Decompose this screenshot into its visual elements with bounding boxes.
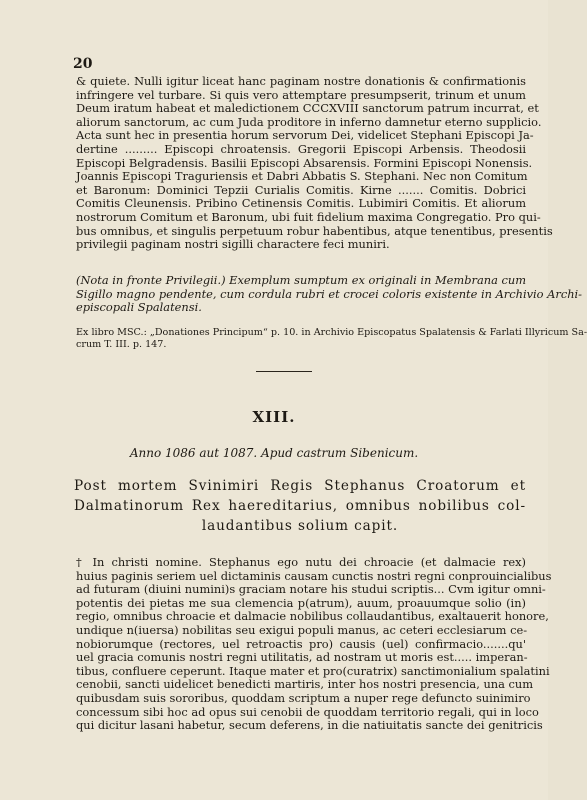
text-line: nostrorum Comitum et Baronum, ubi fuit fidelium maxima Congregatio. Pro qui- — [76, 209, 541, 224]
charter-line: concessum sibi hoc ad opus sui cenobii de quoddam territorio regali, qui in loco — [76, 704, 539, 719]
document-number: XIII. — [252, 408, 296, 426]
heading-line: laudantibus solium capit. — [201, 518, 399, 534]
text-line: Acta sunt hec in presentia horum servorum Dei, videlicet Stephani Episcopi Ja- — [76, 128, 534, 143]
charter-line: quibusdam suis sororibus, quoddam scriptum a nuper rege defuncto suinimiro — [76, 690, 531, 705]
charter-line: nobiorumque (rectores, uel retroactis pro) causis (uel) confirmacio.......qu' — [76, 636, 526, 651]
source-note — [76, 327, 587, 352]
charter-line: huius paginis seriem uel dictaminis causam cunctis nostri regni conprouincialibus — [76, 568, 552, 583]
charter-line: tibus, confluere ceperunt. Itaque mater et pro(curatrix) sanctimonialium spalatini — [76, 663, 550, 678]
text-line: infringere vel turbare. Si quis vero attemptare presumpserit, trinum et unum — [76, 87, 526, 102]
text-line: bus omnibus, et singulis perpetuum robur habentibus, atque tenentibus, presentis — [76, 223, 553, 238]
charter-line: undique n(iuersa) nobilitas seu exigui populi manus, ac ceteri ecclesiarum ce- — [76, 622, 528, 637]
heading-line: Post mortem Svinimiri Regis Stephanus Croatorum et — [74, 478, 526, 494]
note-paragraph — [76, 273, 583, 315]
source-line: Ex libro MSC.: „Donationes Principum“ p. 10. in Archivio Episcopatus Spalatensis & Farlati Illyricum Sa- — [76, 327, 587, 338]
text-line: Episcopi Belgradensis. Basilii Episcopi Absarensis. Formini Episcopi Nonensis. — [76, 155, 533, 170]
note-line: episcopali Spalatensi. — [76, 300, 202, 315]
text-line: & quiete. Nulli igitur liceat hanc paginam nostre donationis & confirmationis — [76, 74, 526, 88]
charter-line: cenobii, sancti uidelicet benedicti martiris, inter hos nostri presencia, una cum — [76, 677, 534, 692]
text-line: dertine ......... Episcopi chroatensis. Gregorii Episcopi Arbensis. Theodosii — [76, 141, 526, 156]
dateline: Anno 1086 aut 1087. Apud castrum Sibenicum. — [129, 446, 419, 460]
charter-line: regio, omnibus chroacie et dalmacie nobilibus collaudantibus, exaltauerit honore, — [76, 609, 549, 624]
document-heading — [74, 476, 526, 536]
text-line: et Baronum: Dominici Tepzii Curialis Comitis. Kirne ....... Comitis. Dobrici — [76, 182, 526, 197]
charter-line: potentis dei pietas me sua clemencia p(atrum), auum, proauumque solio (in) — [76, 595, 526, 610]
section-divider — [256, 371, 312, 372]
source-line: crum T. III. p. 147. — [76, 339, 167, 351]
text-line: Joannis Episcopi Traguriensis et Dabri Abbatis S. Stephani. Nec non Comitum — [76, 169, 528, 184]
heading-line: Dalmatinorum Rex haereditarius, omnibus nobilibus col- — [74, 498, 526, 514]
charter-line: uel gracia comunis nostri regni utilitatis, ad nostram ut moris est..... imperan- — [76, 650, 528, 665]
text-line: aliorum sanctorum, ac cum Juda proditore in inferno damnetur eterno supplicio. — [76, 114, 542, 129]
body-paragraph — [76, 74, 553, 252]
text-line: Comitis Cleunensis. Pribino Cetinensis Comitis. Lubimiri Comitis. Et aliorum — [76, 196, 526, 211]
page-number: 20 — [73, 56, 93, 72]
text-line: privilegii paginam nostri sigilli charactere feci muniri. — [76, 237, 390, 252]
note-line: (Nota in fronte Privilegii.) Exemplum sumptum ex originali in Membrana cum — [76, 273, 527, 287]
charter-line: qui dicitur lasani habetur, secum deferens, in die natiuitatis sancte dei genitricis — [76, 718, 543, 733]
charter-line: † In christi nomine. Stephanus ego nutu dei chroacie (et dalmacie rex) — [76, 555, 526, 569]
charter-paragraph — [76, 555, 552, 733]
note-line: Sigillo magno pendente, cum cordula rubri et crocei coloris existente in Archivio Archi- — [76, 286, 583, 301]
charter-line: ad futuram (diuini numini)s graciam notare his studui scriptis... Cvm igitur omni- — [76, 582, 546, 597]
text-line: Deum iratum habeat et maledictionem CCCXVIII sanctorum patrum incurrat, et — [76, 101, 539, 116]
